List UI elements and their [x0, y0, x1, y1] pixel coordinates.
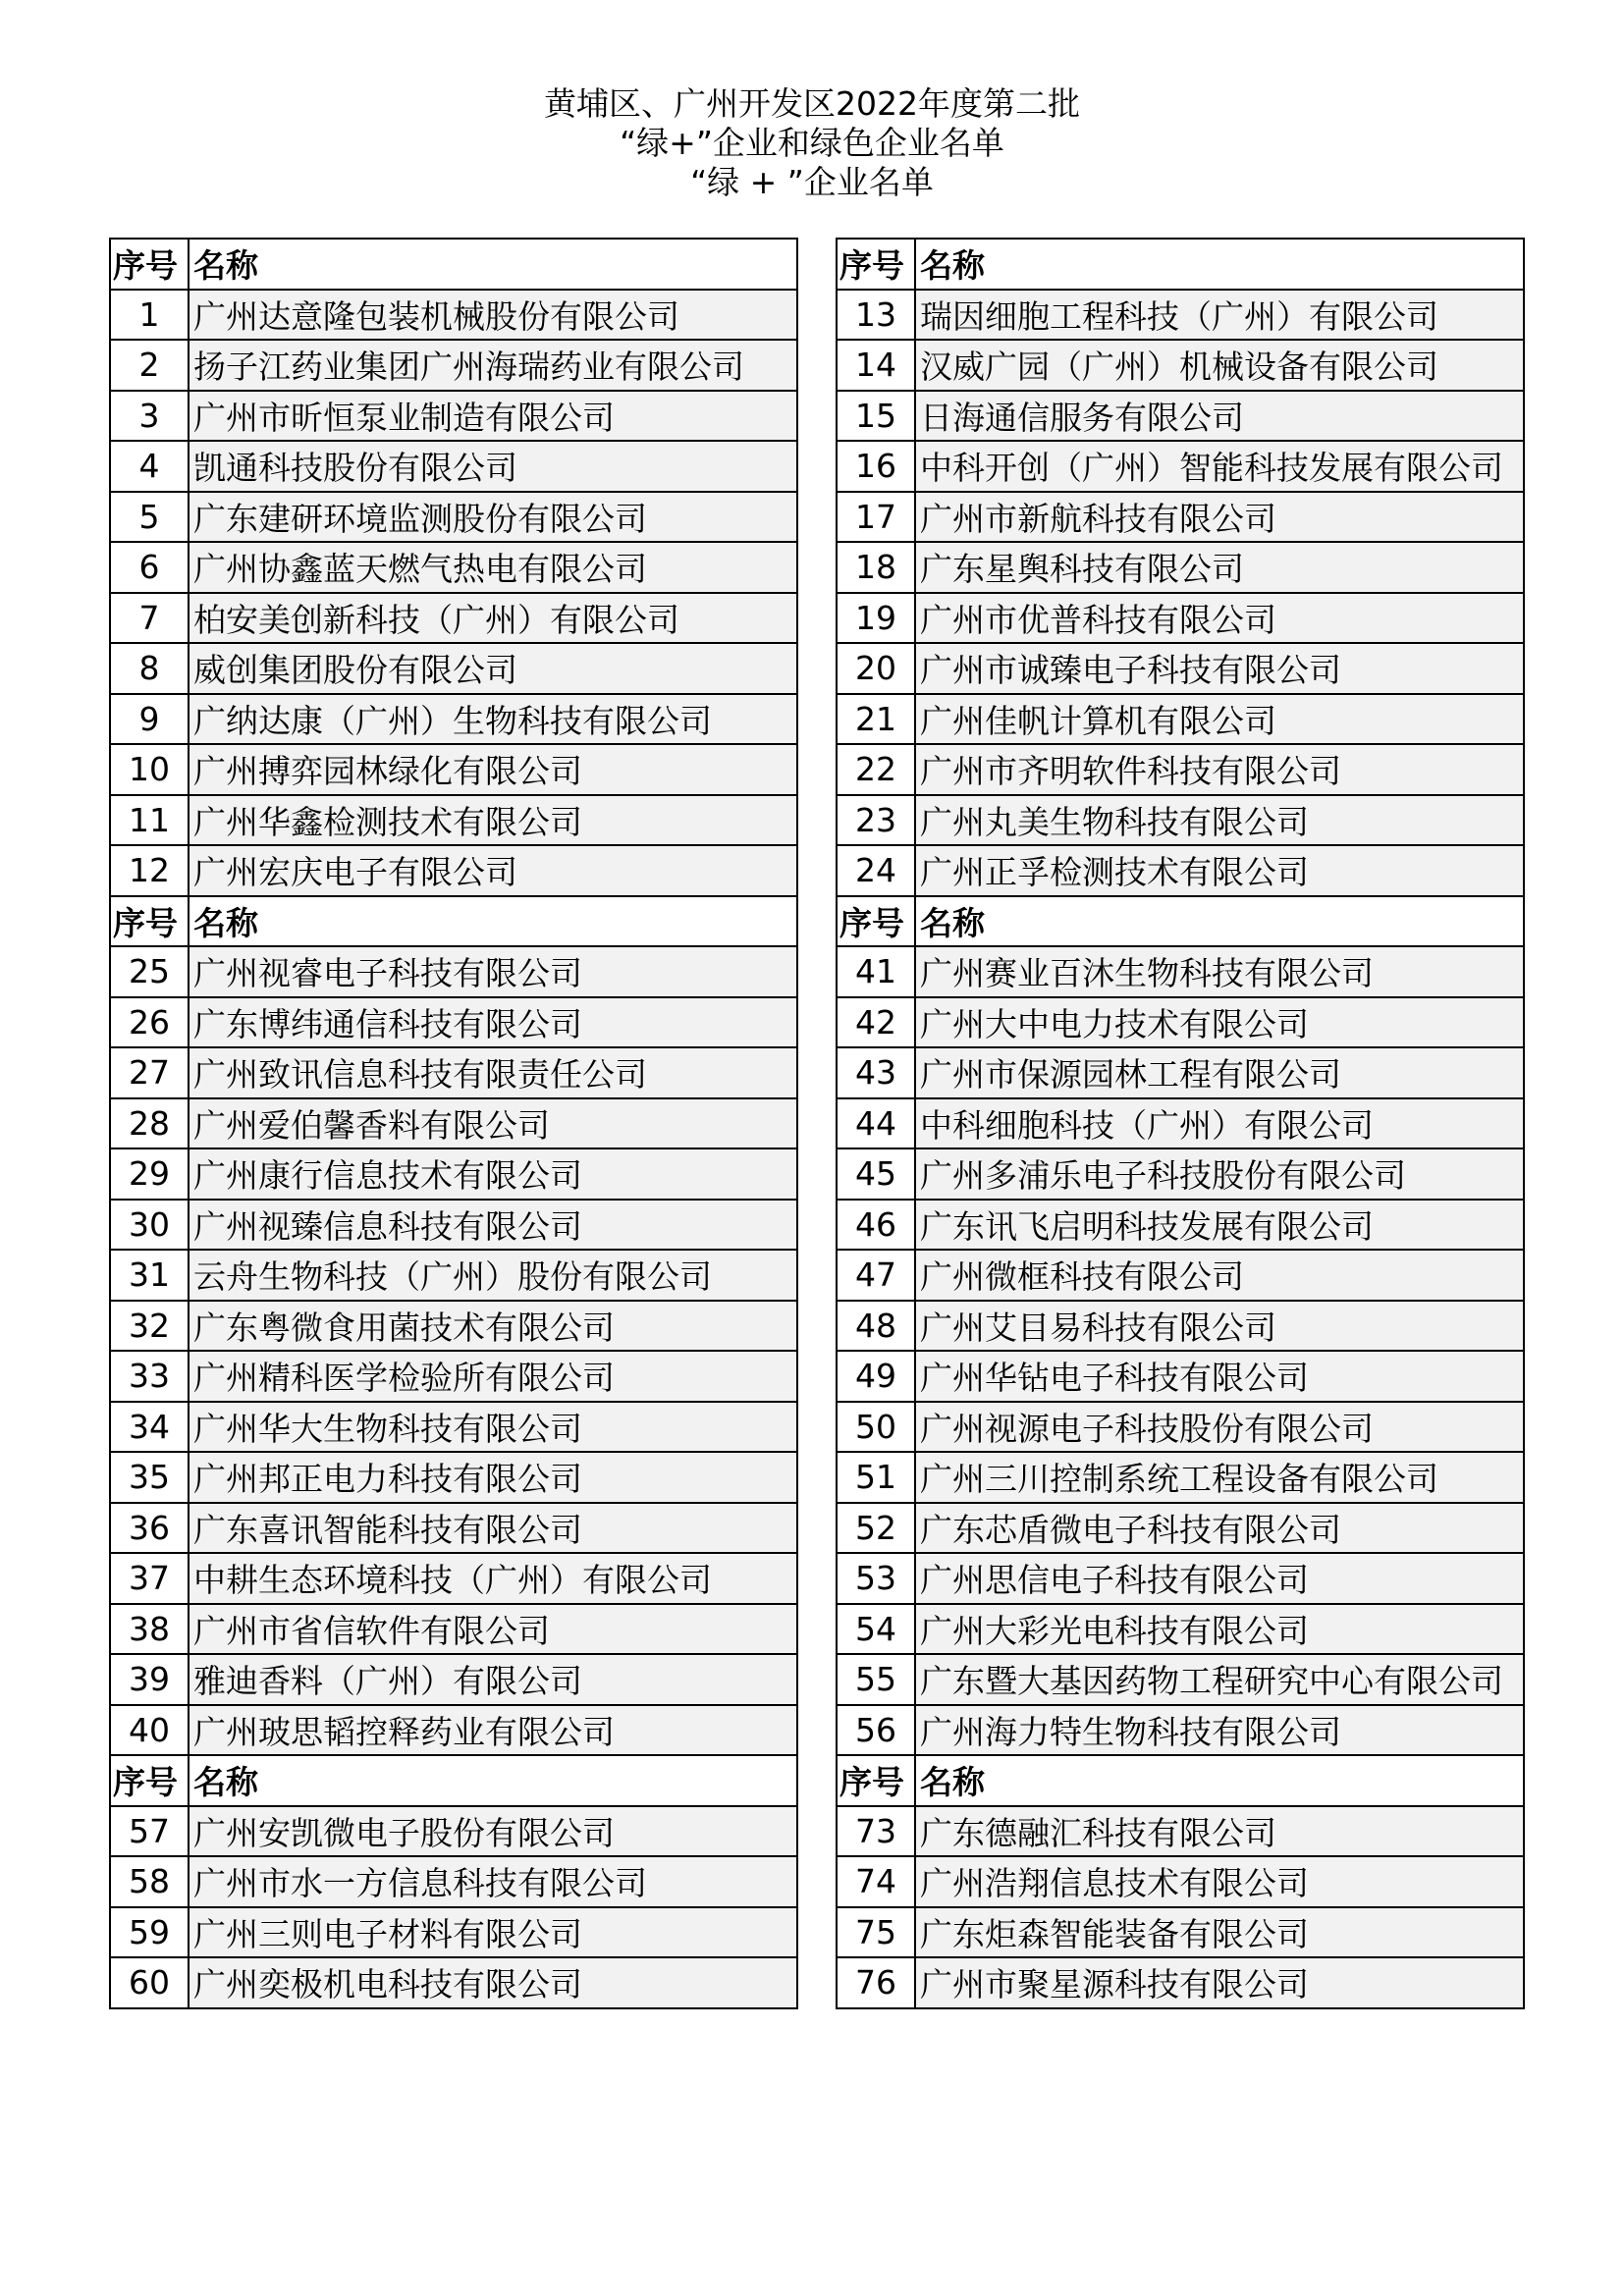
company-name: 广州大中电力技术有限公司 — [915, 997, 1524, 1048]
company-name: 广州市聚星源科技有限公司 — [915, 1957, 1524, 2008]
row-number: 25 — [110, 946, 189, 997]
company-name: 广州浩翔信息技术有限公司 — [915, 1856, 1524, 1907]
table-row — [110, 845, 797, 896]
row-number: 8 — [110, 643, 189, 694]
row-number: 21 — [837, 694, 915, 745]
company-name: 广州市水一方信息科技有限公司 — [189, 1856, 797, 1907]
row-number: 43 — [837, 1047, 915, 1098]
table-row — [837, 1402, 1524, 1453]
company-name: 广州海力特生物科技有限公司 — [915, 1705, 1524, 1756]
row-number: 34 — [110, 1402, 189, 1453]
table-row — [110, 542, 797, 593]
right-company-table — [836, 238, 1525, 2009]
row-number: 49 — [837, 1351, 915, 1402]
header-name: 名称 — [915, 1755, 1524, 1806]
company-name: 广州华钻电子科技有限公司 — [915, 1351, 1524, 1402]
company-name: 广州康行信息技术有限公司 — [189, 1148, 797, 1200]
header-name: 名称 — [189, 239, 797, 290]
row-number: 30 — [110, 1200, 189, 1251]
table-row — [110, 340, 797, 391]
row-number: 6 — [110, 542, 189, 593]
row-number: 13 — [837, 290, 915, 341]
company-name: 云舟生物科技（广州）股份有限公司 — [189, 1250, 797, 1301]
row-number: 39 — [110, 1654, 189, 1705]
table-row — [837, 845, 1524, 896]
company-name: 广州华鑫检测技术有限公司 — [189, 795, 797, 846]
row-number: 57 — [110, 1806, 189, 1857]
table-row — [110, 1452, 797, 1503]
table-row — [110, 593, 797, 644]
table-row — [837, 1250, 1524, 1301]
row-number: 11 — [110, 795, 189, 846]
company-name: 广州思信电子科技有限公司 — [915, 1553, 1524, 1604]
row-number: 36 — [110, 1503, 189, 1554]
company-name: 广州市诚臻电子科技有限公司 — [915, 643, 1524, 694]
company-name: 广州市保源园林工程有限公司 — [915, 1047, 1524, 1098]
table-row — [837, 795, 1524, 846]
company-name: 广东讯飞启明科技发展有限公司 — [915, 1200, 1524, 1251]
row-number: 4 — [110, 441, 189, 492]
company-name: 广州赛业百沐生物科技有限公司 — [915, 946, 1524, 997]
document-title — [0, 84, 1624, 202]
company-name: 广东博纬通信科技有限公司 — [189, 997, 797, 1048]
table-row — [837, 340, 1524, 391]
company-name: 广州邦正电力科技有限公司 — [189, 1452, 797, 1503]
table-row — [110, 946, 797, 997]
company-name: 广州华大生物科技有限公司 — [189, 1402, 797, 1453]
table-row — [110, 1148, 797, 1200]
row-number: 76 — [837, 1957, 915, 2008]
table-row — [837, 643, 1524, 694]
company-name: 广东暨大基因药物工程研究中心有限公司 — [915, 1654, 1524, 1705]
company-name: 广东炬森智能装备有限公司 — [915, 1907, 1524, 1958]
table-row — [837, 1705, 1524, 1756]
table-row — [837, 542, 1524, 593]
company-name: 广州市省信软件有限公司 — [189, 1604, 797, 1655]
table-row — [837, 1098, 1524, 1149]
table-header-row — [110, 896, 797, 947]
table-row — [110, 997, 797, 1048]
header-no: 序号 — [837, 1755, 915, 1806]
company-name: 威创集团股份有限公司 — [189, 643, 797, 694]
company-name: 广州微框科技有限公司 — [915, 1250, 1524, 1301]
row-number: 58 — [110, 1856, 189, 1907]
company-name: 广东德融汇科技有限公司 — [915, 1806, 1524, 1857]
row-number: 41 — [837, 946, 915, 997]
row-number: 48 — [837, 1301, 915, 1352]
row-number: 51 — [837, 1452, 915, 1503]
company-name: 广州多浦乐电子科技股份有限公司 — [915, 1148, 1524, 1200]
row-number: 44 — [837, 1098, 915, 1149]
company-name: 广州三则电子材料有限公司 — [189, 1907, 797, 1958]
company-name: 广州视源电子科技股份有限公司 — [915, 1402, 1524, 1453]
row-number: 19 — [837, 593, 915, 644]
table-header-row — [837, 896, 1524, 947]
row-number: 28 — [110, 1098, 189, 1149]
table-row — [110, 441, 797, 492]
table-row — [837, 1351, 1524, 1402]
row-number: 20 — [837, 643, 915, 694]
row-number: 22 — [837, 744, 915, 795]
header-no: 序号 — [837, 896, 915, 947]
row-number: 2 — [110, 340, 189, 391]
row-number: 42 — [837, 997, 915, 1048]
table-row — [110, 795, 797, 846]
row-number: 26 — [110, 997, 189, 1048]
table-row — [110, 391, 797, 442]
table-row — [837, 1957, 1524, 2008]
company-name: 广东建研环境监测股份有限公司 — [189, 492, 797, 543]
row-number: 56 — [837, 1705, 915, 1756]
table-row — [837, 593, 1524, 644]
header-name: 名称 — [189, 896, 797, 947]
table-row — [837, 1452, 1524, 1503]
company-name: 广州搏弈园林绿化有限公司 — [189, 744, 797, 795]
company-name: 广州玻思韬控释药业有限公司 — [189, 1705, 797, 1756]
table-row — [837, 1301, 1524, 1352]
company-name: 柏安美创新科技（广州）有限公司 — [189, 593, 797, 644]
company-name: 广东星舆科技有限公司 — [915, 542, 1524, 593]
row-number: 37 — [110, 1553, 189, 1604]
table-row — [837, 1200, 1524, 1251]
table-row — [110, 744, 797, 795]
table-header-row — [110, 239, 797, 290]
row-number: 35 — [110, 1452, 189, 1503]
table-row — [837, 744, 1524, 795]
title-line-1: 黄埔区、广州开发区2022年度第二批 — [544, 84, 1080, 123]
header-no: 序号 — [110, 239, 189, 290]
company-name: 中科细胞科技（广州）有限公司 — [915, 1098, 1524, 1149]
row-number: 14 — [837, 340, 915, 391]
row-number: 7 — [110, 593, 189, 644]
table-row — [110, 694, 797, 745]
row-number: 3 — [110, 391, 189, 442]
row-number: 59 — [110, 1907, 189, 1958]
row-number: 1 — [110, 290, 189, 341]
row-number: 73 — [837, 1806, 915, 1857]
company-name: 瑞因细胞工程科技（广州）有限公司 — [915, 290, 1524, 341]
table-row — [110, 1503, 797, 1554]
company-name: 扬子江药业集团广州海瑞药业有限公司 — [189, 340, 797, 391]
row-number: 23 — [837, 795, 915, 846]
table-row — [110, 1402, 797, 1453]
row-number: 9 — [110, 694, 189, 745]
table-row — [837, 946, 1524, 997]
table-row — [110, 1553, 797, 1604]
company-name: 广州三川控制系统工程设备有限公司 — [915, 1452, 1524, 1503]
company-name: 广州市新航科技有限公司 — [915, 492, 1524, 543]
table-row — [110, 1604, 797, 1655]
table-row — [110, 1907, 797, 1958]
table-row — [110, 1200, 797, 1251]
row-number: 74 — [837, 1856, 915, 1907]
row-number: 29 — [110, 1148, 189, 1200]
company-name: 广州达意隆包装机械股份有限公司 — [189, 290, 797, 341]
header-name: 名称 — [189, 1755, 797, 1806]
table-row — [110, 1250, 797, 1301]
row-number: 27 — [110, 1047, 189, 1098]
table-row — [110, 1806, 797, 1857]
company-name: 广州佳帆计算机有限公司 — [915, 694, 1524, 745]
row-number: 45 — [837, 1148, 915, 1200]
company-name: 广东粤微食用菌技术有限公司 — [189, 1301, 797, 1352]
table-row — [110, 1098, 797, 1149]
table-row — [110, 1351, 797, 1402]
company-name: 广州安凯微电子股份有限公司 — [189, 1806, 797, 1857]
company-name: 广州市齐明软件科技有限公司 — [915, 744, 1524, 795]
row-number: 18 — [837, 542, 915, 593]
table-row — [837, 391, 1524, 442]
company-name: 广州市昕恒泵业制造有限公司 — [189, 391, 797, 442]
header-no: 序号 — [837, 239, 915, 290]
table-row — [837, 1856, 1524, 1907]
row-number: 32 — [110, 1301, 189, 1352]
header-no: 序号 — [110, 1755, 189, 1806]
company-name: 广州艾目易科技有限公司 — [915, 1301, 1524, 1352]
table-row — [110, 290, 797, 341]
company-name: 中科开创（广州）智能科技发展有限公司 — [915, 441, 1524, 492]
row-number: 47 — [837, 1250, 915, 1301]
company-name: 广州大彩光电科技有限公司 — [915, 1604, 1524, 1655]
company-name: 广州奕极机电科技有限公司 — [189, 1957, 797, 2008]
table-row — [110, 1301, 797, 1352]
row-number: 40 — [110, 1705, 189, 1756]
company-name: 广州丸美生物科技有限公司 — [915, 795, 1524, 846]
row-number: 31 — [110, 1250, 189, 1301]
row-number: 15 — [837, 391, 915, 442]
title-line-2: “绿+”企业和绿色企业名单 — [620, 124, 1004, 162]
company-name: 汉威广园（广州）机械设备有限公司 — [915, 340, 1524, 391]
company-name: 广州视睿电子科技有限公司 — [189, 946, 797, 997]
company-name: 广东喜讯智能科技有限公司 — [189, 1503, 797, 1554]
header-no: 序号 — [110, 896, 189, 947]
row-number: 38 — [110, 1604, 189, 1655]
table-row — [837, 1604, 1524, 1655]
table-row — [837, 1148, 1524, 1200]
table-row — [110, 1957, 797, 2008]
header-name: 名称 — [915, 896, 1524, 947]
company-name: 雅迪香料（广州）有限公司 — [189, 1654, 797, 1705]
row-number: 17 — [837, 492, 915, 543]
row-number: 16 — [837, 441, 915, 492]
table-header-row — [110, 1755, 797, 1806]
company-name: 广州致讯信息科技有限责任公司 — [189, 1047, 797, 1098]
table-row — [837, 1806, 1524, 1857]
row-number: 54 — [837, 1604, 915, 1655]
row-number: 24 — [837, 845, 915, 896]
header-name: 名称 — [915, 239, 1524, 290]
table-row — [837, 1654, 1524, 1705]
company-name: 广州宏庆电子有限公司 — [189, 845, 797, 896]
row-number: 33 — [110, 1351, 189, 1402]
table-row — [110, 492, 797, 543]
row-number: 46 — [837, 1200, 915, 1251]
table-header-row — [837, 1755, 1524, 1806]
company-name: 广东芯盾微电子科技有限公司 — [915, 1503, 1524, 1554]
company-name: 日海通信服务有限公司 — [915, 391, 1524, 442]
table-row — [837, 492, 1524, 543]
company-name: 广纳达康（广州）生物科技有限公司 — [189, 694, 797, 745]
table-row — [110, 1705, 797, 1756]
company-name: 广州协鑫蓝天燃气热电有限公司 — [189, 542, 797, 593]
table-row — [110, 1856, 797, 1907]
table-row — [837, 1553, 1524, 1604]
table-row — [837, 997, 1524, 1048]
row-number: 5 — [110, 492, 189, 543]
left-company-table — [109, 238, 798, 2009]
table-row — [110, 1047, 797, 1098]
company-name: 广州爱伯馨香料有限公司 — [189, 1098, 797, 1149]
table-row — [110, 643, 797, 694]
row-number: 55 — [837, 1654, 915, 1705]
row-number: 12 — [110, 845, 189, 896]
row-number: 53 — [837, 1553, 915, 1604]
row-number: 75 — [837, 1907, 915, 1958]
table-row — [837, 1047, 1524, 1098]
table-row — [837, 290, 1524, 341]
company-name: 广州精科医学检验所有限公司 — [189, 1351, 797, 1402]
company-name: 中耕生态环境科技（广州）有限公司 — [189, 1553, 797, 1604]
table-row — [837, 1907, 1524, 1958]
row-number: 60 — [110, 1957, 189, 2008]
company-name: 广州正孚检测技术有限公司 — [915, 845, 1524, 896]
company-name: 凯通科技股份有限公司 — [189, 441, 797, 492]
table-row — [837, 1503, 1524, 1554]
table-header-row — [837, 239, 1524, 290]
table-row — [837, 441, 1524, 492]
company-name: 广州市优普科技有限公司 — [915, 593, 1524, 644]
row-number: 10 — [110, 744, 189, 795]
row-number: 50 — [837, 1402, 915, 1453]
company-name: 广州视臻信息科技有限公司 — [189, 1200, 797, 1251]
title-line-3: “绿 + ”企业名单 — [690, 163, 934, 201]
row-number: 52 — [837, 1503, 915, 1554]
table-row — [110, 1654, 797, 1705]
table-row — [837, 694, 1524, 745]
